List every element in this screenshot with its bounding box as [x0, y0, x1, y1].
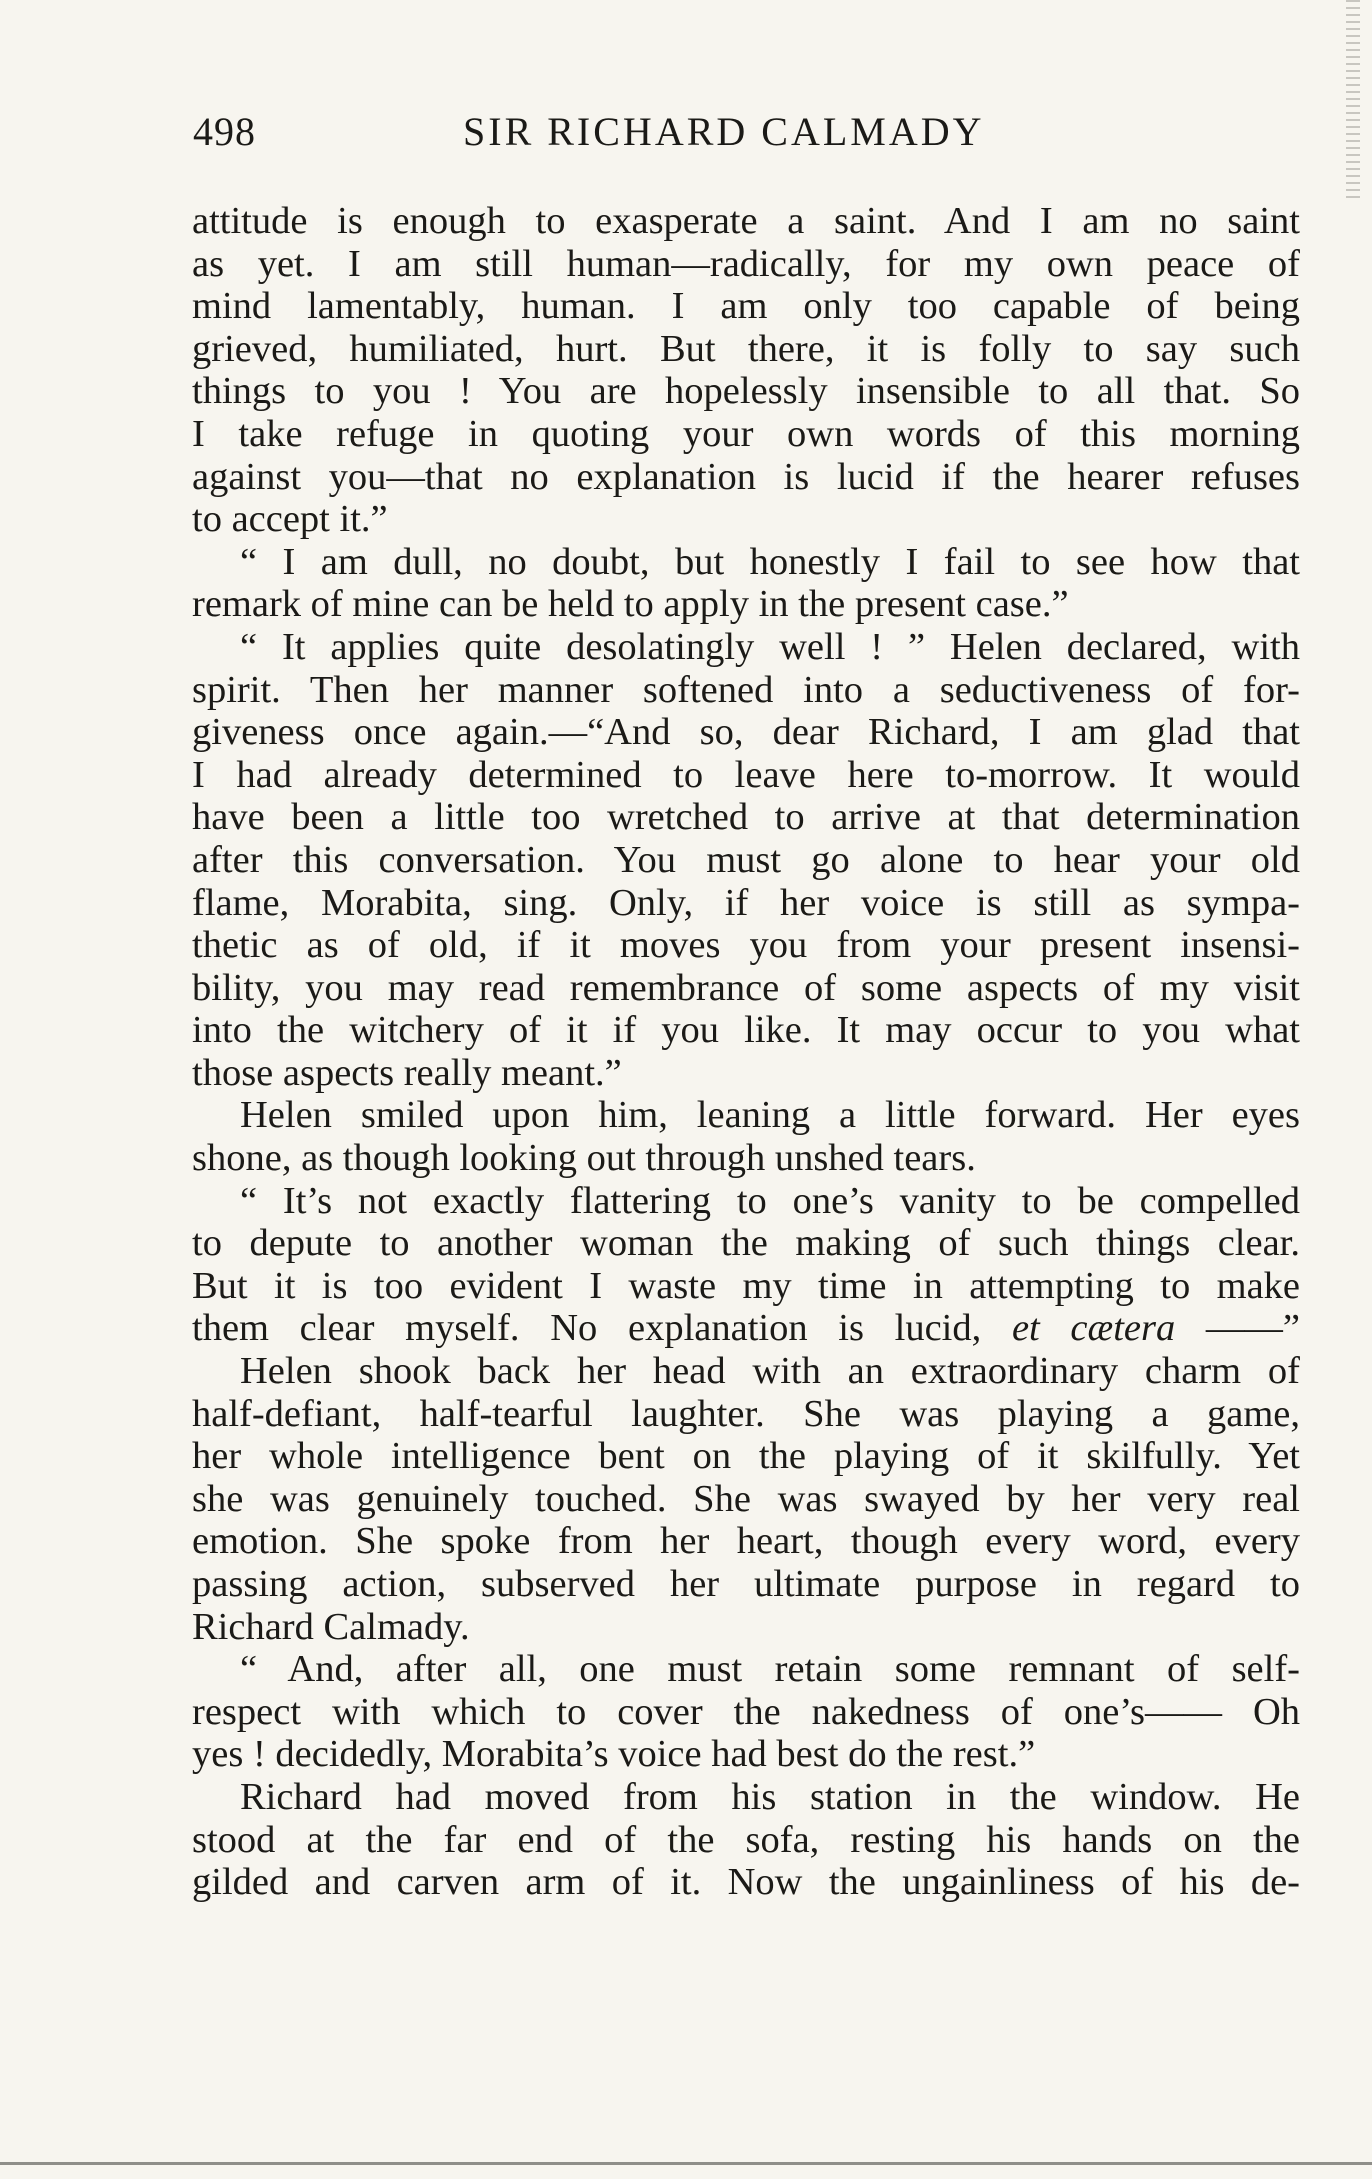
text-line-content: those aspects really meant.”: [192, 1051, 622, 1094]
text-line: [192, 669, 1300, 712]
text-line-content: Richard Calmady.: [192, 1605, 470, 1648]
text-line: [192, 1819, 1300, 1862]
text-line-content: them clear myself. No explanation is lucid,: [192, 1307, 1012, 1350]
text-line: [192, 1393, 1300, 1436]
text-line: [192, 1180, 1300, 1223]
text-line: [192, 1563, 1300, 1606]
text-line-content: giveness once again.—“And so, dear Richard, I am glad that: [192, 711, 1300, 754]
text-line: [192, 1350, 1300, 1393]
text-line: [192, 839, 1300, 882]
body-text: [192, 200, 1300, 1904]
text-line-content: I take refuge in quoting your own words of this morning: [192, 412, 1300, 455]
text-line-content: stood at the far end of the sofa, resting his hands on the: [192, 1818, 1300, 1861]
text-line-content: into the witchery of it if you like. It may occur to you what: [192, 1009, 1300, 1052]
text-line: [192, 285, 1300, 328]
text-line-content: But it is too evident I waste my time in attempting to make: [192, 1264, 1300, 1307]
text-line: [192, 1861, 1300, 1904]
text-line: [192, 1052, 1300, 1095]
text-line-content: “ It’s not exactly flattering to one’s vanity to be compelled: [240, 1179, 1300, 1222]
text-line: [192, 1222, 1300, 1265]
text-line-content: her whole intelligence bent on the playing of it skilfully. Yet: [192, 1435, 1300, 1478]
text-line: [192, 541, 1300, 584]
text-line-content: she was genuinely touched. She was swayed by her very real: [192, 1477, 1300, 1520]
scan-bottom-edge: [0, 2162, 1372, 2165]
text-line: [192, 1648, 1300, 1691]
text-line-content: have been a little too wretched to arrive at that determination: [192, 796, 1300, 839]
italic-phrase: et cætera: [1011, 1307, 1176, 1350]
text-line: [192, 967, 1300, 1010]
text-line-content: “ And, after all, one must retain some remnant of self-: [240, 1648, 1300, 1691]
text-line-content: attitude is enough to exasperate a saint. And I am no saint: [192, 200, 1300, 242]
text-line-content: half-defiant, half-tearful laughter. She was playing a game,: [192, 1392, 1300, 1435]
text-line-content: “ It applies quite desolatingly well ! ” Helen declared, with: [240, 625, 1300, 668]
text-line-content: things to you ! You are hopelessly insensible to all that. So: [192, 370, 1300, 413]
text-line-content: Richard had moved from his station in the window. He: [240, 1775, 1300, 1818]
text-line: [192, 924, 1300, 967]
text-line-content: Helen smiled upon him, leaning a little forward. Her eyes: [240, 1094, 1300, 1137]
text-line: [192, 583, 1300, 626]
text-line: [192, 1094, 1300, 1137]
text-line: [192, 754, 1300, 797]
text-line-content: Helen shook back her head with an extraordinary charm of: [240, 1350, 1300, 1393]
text-line-content: grieved, humiliated, hurt. But there, it is folly to say such: [192, 327, 1300, 370]
text-line: [192, 1137, 1300, 1180]
text-line-content: I had already determined to leave here to-morrow. It would: [192, 753, 1300, 796]
text-line-content: to depute to another woman the making of such things clear.: [192, 1222, 1300, 1265]
text-line-content: spirit. Then her manner softened into a seductiveness of for-: [192, 668, 1300, 711]
text-line: [192, 1691, 1300, 1734]
text-line-content: remark of mine can be held to apply in the present case.”: [192, 583, 1069, 626]
page-number: 498: [193, 109, 256, 154]
text-line: [192, 1478, 1300, 1521]
page-header: [193, 108, 1301, 164]
text-line-content: passing action, subserved her ultimate purpose in regard to: [192, 1563, 1300, 1605]
text-line-content: “ I am dull, no doubt, but honestly I fail to see how that: [240, 540, 1300, 583]
text-line-content: to accept it.”: [192, 498, 388, 541]
text-line-content: emotion. She spoke from her heart, though every word, every: [192, 1520, 1300, 1563]
text-line: [192, 243, 1300, 286]
text-line: [192, 796, 1300, 839]
text-line: [192, 1733, 1300, 1776]
text-line: [192, 498, 1300, 541]
text-line: [192, 328, 1300, 371]
text-line: [192, 711, 1300, 754]
running-title: SIR RICHARD CALMADY: [463, 109, 985, 154]
text-line-content: shone, as though looking out through unshed tears.: [192, 1137, 976, 1180]
text-line: [192, 413, 1300, 456]
text-line-content: respect with which to cover the nakedness of one’s—— Oh: [192, 1690, 1300, 1733]
text-line: [192, 200, 1300, 243]
text-line-content: mind lamentably, human. I am only too capable of being: [192, 285, 1300, 328]
text-line-content: bility, you may read remembrance of some aspects of my visit: [192, 966, 1300, 1009]
text-line-content: as yet. I am still human—radically, for my own peace of: [192, 242, 1300, 285]
text-line: [192, 626, 1300, 669]
text-line: [192, 1776, 1300, 1819]
text-line: [192, 1435, 1300, 1478]
text-line: [192, 370, 1300, 413]
text-line-content: after this conversation. You must go alone to hear your old: [192, 838, 1300, 881]
text-line-tail: ——”: [1175, 1307, 1300, 1350]
text-line-content: flame, Morabita, sing. Only, if her voice is still as sympa-: [192, 881, 1300, 924]
text-line: [192, 456, 1300, 499]
text-line: [192, 1265, 1300, 1308]
text-line-content: gilded and carven arm of it. Now the ungainliness of his de-: [192, 1861, 1300, 1904]
text-line-content: yes ! decidedly, Morabita’s voice had best do the rest.”: [192, 1733, 1036, 1776]
scan-edge-noise: [1346, 0, 1360, 200]
text-line-content: thetic as of old, if it moves you from your present insensi-: [192, 924, 1300, 967]
text-line: [192, 882, 1300, 925]
text-line-content: against you—that no explanation is lucid if the hearer refuses: [192, 455, 1300, 498]
text-line: [192, 1009, 1300, 1052]
text-line: [192, 1307, 1300, 1350]
text-line: [192, 1606, 1300, 1649]
text-line: [192, 1520, 1300, 1563]
